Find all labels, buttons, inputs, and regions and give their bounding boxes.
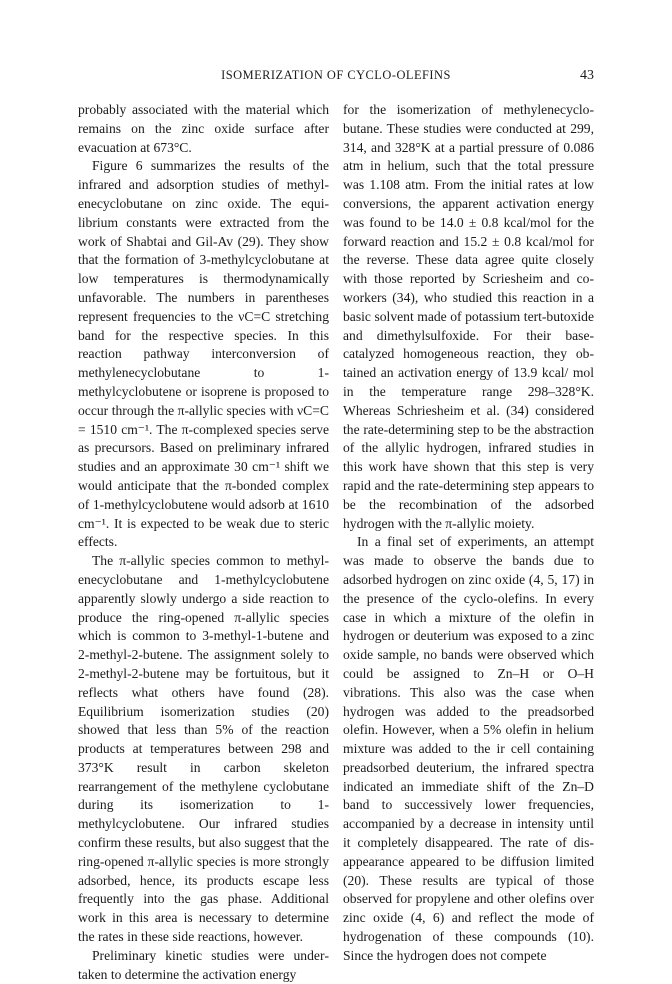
right-column <box>343 101 594 966</box>
paragraph-pi-allylic-side-reaction: The π-allylic species common to methylenecyclobutane and 1-methylcyclobutene apparently slowly undergo a side reaction to produce the ring-opened π-allylic species which is common to 3-methyl-1-butene and 2-methyl-2-butene. The assignment solely to 2-methyl-2-butene may be fortuitous, but it reflects what others have found (28). Equilibrium isomerization studies (20) showed that less than 5% of the reaction products at temperatures between 298 and 373°K result in carbon skeleton rearrangement of the methylene cyclobutane during its isomerization to 1-methylcyclobutene. Our infrared studies confirm these results, but also suggest that the ring-opened π-allylic species is more strongly adsorbed, hence, its products escape less frequently into the gas phase. Additional work in this area is necessary to determine the rates in these side reactions, however. <box>78 553 329 945</box>
paragraph-adsorbed-hydrogen: In a final set of experiments, an attempt was made to observe the bands due to adsorbed hydrogen on zinc oxide (4, 5, 17) in the presence of the cyclo-olefins. In every case in which a mixture of the olefin in hydrogen or deuterium was exposed to a zinc oxide sample, no bands were observed which could be assigned to Zn–H or O–H vibrations. This also was the case when hydrogen was added to the preadsorbed olefin. However, when a 5% olefin in helium mixture was added to the ir cell containing preadsorbed deuterium, the infrared spectra indicated an immediate shift of the Zn–D band to successively lower frequencies, accompanied by a decrease in intensity until it completely disappeared. The rate of disappearance appeared to be diffusion limited (20). These results are typical of those observed for propylene and other olefins over zinc oxide (4, 6) and reflect the mode of hydrogenation of these compounds (10). Since the hydrogen does not compete <box>343 534 594 963</box>
paragraph-kinetic-studies: Preliminary kinetic studies were undertaken to determine the activation energy <box>78 947 329 982</box>
page-number: 43 <box>580 68 594 83</box>
running-head <box>78 68 594 88</box>
running-title: ISOMERIZATION OF CYCLO-OLEFINS <box>221 68 451 82</box>
paragraph-activation-energy: for the isomerization of methylenecyclobutane. These studies were conducted at 299, 314, and 328°K at a partial pressure of 0.086 atm in helium, such that the total pressure was 1.108 atm. From the initial rates at low conversions, the apparent activation energy was found to be 14.0 ± 0.8 kcal/mol for the forward reaction and 15.2 ± 0.8 kcal/mol for the reverse. These data agree quite closely with those reported by Scriesheim and co-workers (34), who studied this reaction in a basic solvent made of potassium tert-butoxide and dimethylsulfoxide. For their base-catalyzed homogeneous reaction, they obtained an activation energy of 13.9 kcal/ mol in the temperature range 298–328°K. Whereas Schriesheim et al. (34) considered the rate-determining step to be the abstraction of the allylic hydrogen, infrared studies in this work have shown that this step is very rapid and the rate-determining step appears to be the recombination of the adsorbed hydrogen with the π-allylic moiety. <box>343 102 594 531</box>
paragraph-figure-6-summary: Figure 6 summarizes the results of the infrared and adsorption studies of methylenecyclobutane on zinc oxide. The equilibrium constants were extracted from the work of Shabtai and Gil-Av (29). They show that the formation of 3-methylcyclobutane at low temperatures is thermodynamically unfavorable. The numbers in parentheses represent frequencies to the νC=C stretching band for the respective species. In this reaction pathway interconversion of methylenecyclobutane to 1-methylcyclobutene or isoprene is proposed to occur through the π-allylic species with νC=C = 1510 cm⁻¹. The π-complexed species serve as precursors. Based on preliminary infrared studies and an approximate 30 cm⁻¹ shift we would anticipate that the π-bonded complex of 1-methylcyclobutene would adsorb at 1610 cm⁻¹. It is expected to be weak due to steric effects. <box>78 158 329 550</box>
left-column <box>78 101 329 984</box>
paragraph-continued: probably associated with the material which remains on the zinc oxide surface after evacuation at 673°C. <box>78 102 329 155</box>
